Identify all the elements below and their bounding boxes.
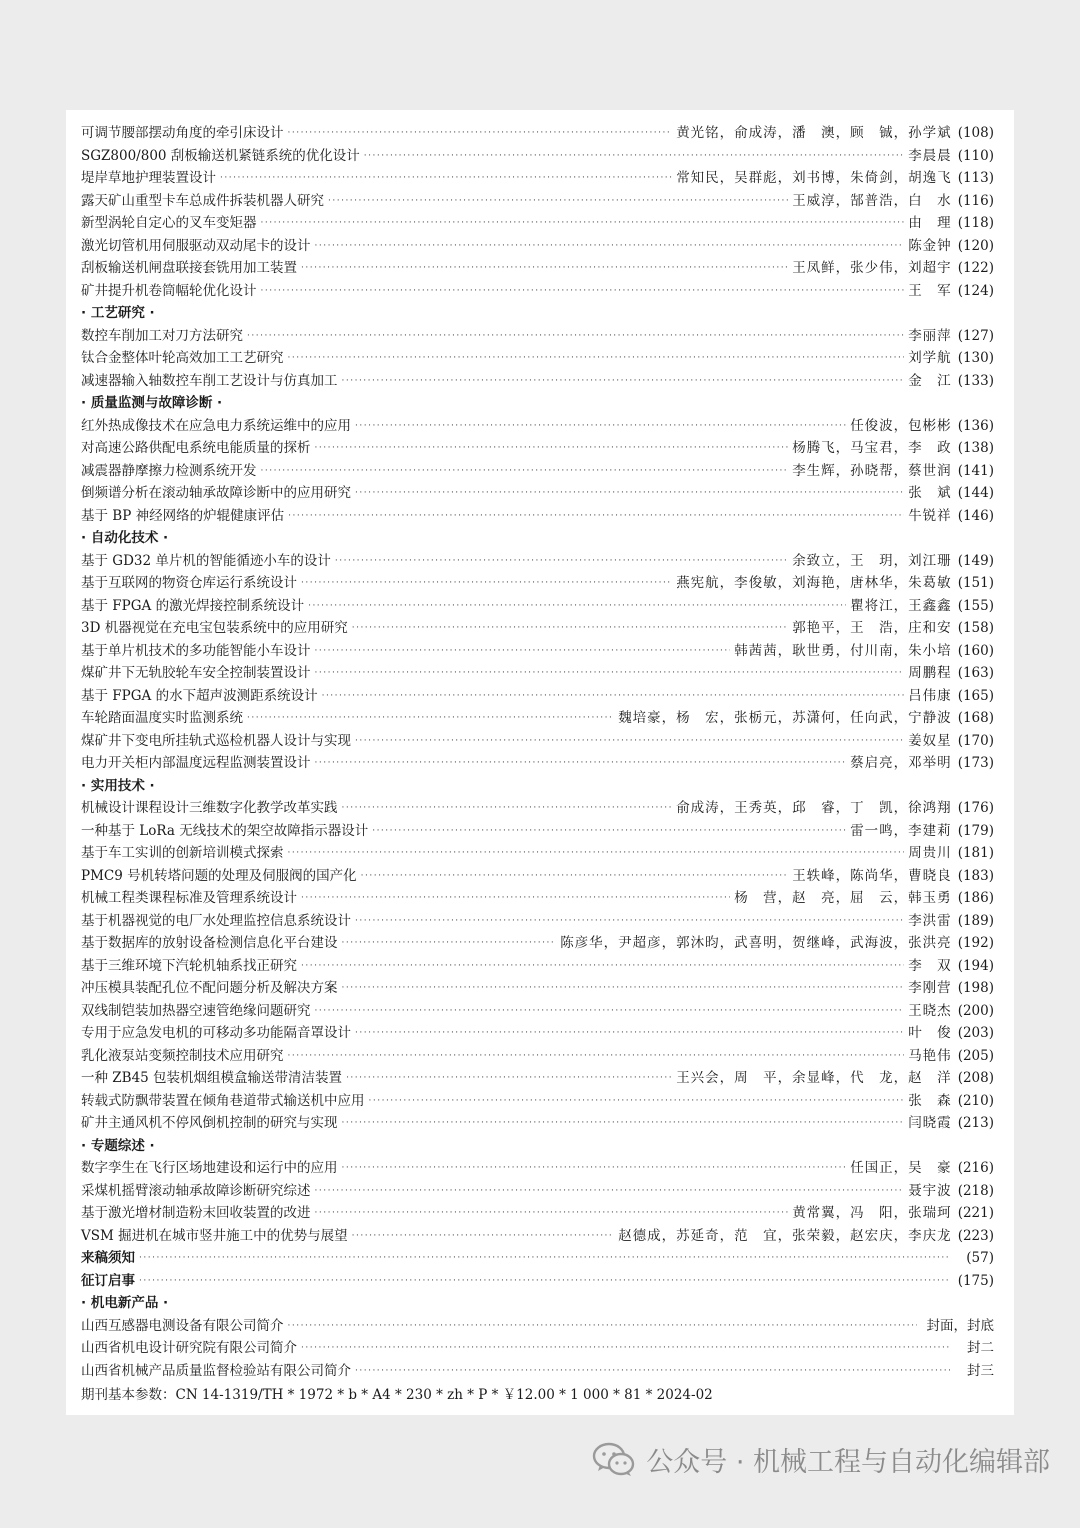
toc-entry[interactable]: [81, 1270, 994, 1293]
entry-title: 堤岸草地护理装置设计: [81, 170, 216, 186]
dot-leader: [355, 1360, 950, 1383]
toc-entry[interactable]: [81, 955, 994, 978]
entry-authors: 王 军: [908, 282, 952, 299]
entry-title: 电力开关柜内部温度远程监测装置设计: [81, 755, 311, 771]
entry-authors: 陈金钟: [908, 237, 952, 254]
entry-authors: 王轶峰，陈尚华，曹晓良: [792, 867, 952, 884]
section-heading: · 机电新产品 ·: [81, 1295, 169, 1311]
toc-entry[interactable]: [81, 437, 994, 460]
entry-title: 减速器输入轴数控车削工艺设计与仿真加工: [81, 372, 338, 389]
entry-page: (149): [957, 552, 994, 569]
entry-page: (198): [957, 980, 994, 996]
dot-leader: [315, 235, 905, 258]
dot-leader: [342, 370, 905, 393]
toc-entry[interactable]: [81, 1315, 994, 1338]
entry-authors: 瞿将江，王鑫鑫: [850, 597, 952, 614]
entry-title: 基于三维环境下汽轮机轴系找正研究: [81, 957, 297, 974]
entry-page: (200): [957, 1002, 994, 1019]
entry-authors: 李刚营: [908, 980, 952, 996]
entry-page: (136): [957, 417, 994, 434]
entry-authors: 王兴会，周 平，余显峰，代 龙，赵 洋: [676, 1070, 952, 1086]
toc-entry[interactable]: [81, 1180, 994, 1203]
dot-leader: [288, 842, 905, 865]
dot-leader: [342, 932, 557, 955]
entry-authors: 黄光铭，俞成涛，潘 澳，顾 铖，孙学斌: [676, 125, 952, 141]
toc-entry[interactable]: [81, 1000, 994, 1023]
entry-title: 基于车工实训的创新培训模式探索: [81, 845, 284, 861]
wechat-icon: [592, 1442, 636, 1478]
entry-authors: 王晓杰: [908, 1002, 952, 1019]
entry-title: 基于 FPGA 的激光焊接控制系统设计: [81, 597, 305, 614]
entry-page: (179): [957, 822, 994, 839]
entry-authors: 李 双: [908, 957, 952, 974]
entry-title: 基于机器视觉的电厂水处理监控信息系统设计: [81, 912, 351, 929]
table-of-contents: [81, 122, 994, 1407]
dot-leader: [139, 1247, 950, 1270]
entry-title: 山西互感器电测设备有限公司简介: [81, 1317, 284, 1334]
entry-title: 一种 ZB45 包装机烟组模盒输送带清洁装置: [81, 1070, 343, 1086]
entry-title: 倒频谱分析在滚动轴承故障诊断中的应用研究: [81, 485, 351, 501]
entry-authors: 张 森: [908, 1092, 952, 1109]
entry-page: (221): [957, 1205, 994, 1221]
entry-authors: 王凤鲜，张少伟，刘超宇: [792, 260, 952, 276]
entry-page: (203): [957, 1025, 994, 1041]
entry-page: (146): [957, 507, 994, 524]
dot-leader: [261, 460, 789, 483]
entry-authors: 牛锐祥: [908, 507, 952, 524]
dot-leader: [301, 572, 672, 595]
toc-entry[interactable]: [81, 572, 994, 595]
entry-page: (170): [957, 732, 994, 749]
toc-entry[interactable]: [81, 707, 994, 730]
dot-leader: [372, 820, 846, 843]
toc-entry[interactable]: [81, 1202, 994, 1225]
entry-page: (144): [957, 485, 994, 501]
toc-entry[interactable]: [81, 190, 994, 213]
dot-leader: [355, 910, 904, 933]
toc-entry[interactable]: [81, 932, 994, 955]
entry-title: 采煤机摇臂滚动轴承故障诊断研究综述: [81, 1182, 311, 1199]
entry-authors: 闫晓霞: [908, 1115, 952, 1131]
dot-leader: [288, 505, 904, 528]
entry-page: (158): [957, 620, 994, 636]
entry-title: 3D 机器视觉在充电宝包装系统中的应用研究: [81, 620, 348, 636]
dot-leader: [139, 1270, 948, 1293]
entry-title: 山西省机电设计研究院有限公司简介: [81, 1340, 297, 1356]
dot-leader: [342, 1157, 847, 1180]
toc-entry[interactable]: [81, 460, 994, 483]
toc-entry[interactable]: [81, 257, 994, 280]
entry-title: PMC9 号机转塔问题的处理及伺服阀的国产化: [81, 867, 357, 884]
toc-entry[interactable]: [81, 1225, 994, 1248]
entry-page: (175): [957, 1272, 994, 1289]
toc-entry[interactable]: [81, 685, 994, 708]
entry-title: 钛合金整体叶轮高效加工工艺研究: [81, 350, 284, 366]
entry-page: (223): [957, 1227, 994, 1244]
toc-entry[interactable]: [81, 977, 994, 1000]
toc-entry[interactable]: [81, 617, 994, 640]
entry-page: (194): [957, 957, 994, 974]
toc-entry[interactable]: [81, 482, 994, 505]
entry-title: 基于 GD32 单片机的智能循迹小车的设计: [81, 552, 331, 569]
toc-entry[interactable]: [81, 1045, 994, 1068]
entry-page: (181): [957, 845, 994, 861]
entry-title: 基于 FPGA 的水下超声波测距系统设计: [81, 687, 318, 704]
entry-authors: 魏培豪，杨 宏，张栃元，苏潇何，任向武，宁静波: [618, 710, 952, 726]
dot-leader: [301, 887, 730, 910]
section-heading: · 自动化技术 ·: [81, 530, 169, 546]
toc-entry[interactable]: [81, 1360, 994, 1383]
toc-entry[interactable]: [81, 212, 994, 235]
entry-title: 露天矿山重型卡车总成件拆装机器人研究: [81, 192, 324, 209]
entry-title: 山西省机械产品质量监督检验站有限公司简介: [81, 1362, 351, 1379]
toc-entry[interactable]: [81, 1067, 994, 1090]
entry-authors: 郭艳平，王 浩，庄和安: [792, 620, 952, 636]
entry-title: 煤矿井下变电所挂轨式巡检机器人设计与实现: [81, 732, 351, 749]
dot-leader: [355, 730, 904, 753]
toc-entry[interactable]: [81, 730, 994, 753]
toc-entry[interactable]: [81, 797, 994, 820]
entry-title: 一种基于 LoRa 无线技术的架空故障指示器设计: [81, 822, 369, 839]
entry-authors: 任国正，吴 豪: [850, 1160, 952, 1176]
entry-title: 刮板输送机闸盘联接套铣用加工装置: [81, 260, 297, 276]
entry-authors: 张 斌: [908, 485, 952, 501]
dot-leader: [355, 482, 904, 505]
dot-leader: [335, 550, 788, 573]
dot-leader: [342, 1112, 905, 1135]
entry-title: 煤矿井下无轨胶轮车安全控制装置设计: [81, 665, 311, 681]
entry-title: 可调节腰部摆动角度的牵引床设计: [81, 125, 284, 141]
entry-authors: 聂宇波: [908, 1182, 952, 1199]
entry-page: (124): [957, 282, 994, 299]
dot-leader: [315, 752, 847, 775]
toc-entry[interactable]: [81, 640, 994, 663]
dot-leader: [369, 1090, 905, 1113]
entry-title: 基于数据库的放射设备检测信息化平台建设: [81, 935, 338, 951]
dot-leader: [247, 707, 614, 730]
dot-leader: [301, 257, 788, 280]
dot-leader: [288, 347, 905, 370]
entry-page: (130): [957, 350, 994, 366]
entry-page: (218): [957, 1182, 994, 1199]
entry-page: (168): [957, 710, 994, 726]
toc-entry[interactable]: [81, 1090, 994, 1113]
dot-leader: [352, 617, 788, 640]
entry-title: 基于激光增材制造粉末回收装置的改进: [81, 1205, 311, 1221]
dot-leader: [315, 640, 731, 663]
toc-entry[interactable]: [81, 595, 994, 618]
dot-leader: [315, 1180, 905, 1203]
entry-page: (163): [957, 665, 994, 681]
dot-leader: [315, 437, 789, 460]
dot-leader: [220, 167, 672, 190]
entry-title: 新型涡轮自定心的叉车变矩器: [81, 215, 257, 231]
toc-entry[interactable]: [81, 145, 994, 168]
entry-title: 红外热成像技术在应急电力系统运维中的应用: [81, 417, 351, 434]
toc-entry[interactable]: [81, 887, 994, 910]
toc-entry[interactable]: [81, 235, 994, 258]
entry-title: 双线制铠装加热器空速管绝缘问题研究: [81, 1002, 311, 1019]
entry-authors: 李晨晨: [908, 147, 952, 164]
entry-page: (189): [957, 912, 994, 929]
dot-leader: [342, 977, 905, 1000]
entry-authors: 周贵川: [908, 845, 952, 861]
toc-entry[interactable]: [81, 505, 994, 528]
entry-authors: 姜奴星: [908, 732, 952, 749]
dot-leader: [315, 662, 905, 685]
entry-page: (113): [957, 170, 994, 186]
entry-authors: 燕宪航，李俊敏，刘海艳，唐林华，朱葛敏: [676, 575, 952, 591]
entry-authors: 黄常翼，冯 阳，张瑞珂: [792, 1205, 952, 1221]
toc-entry[interactable]: [81, 1337, 994, 1360]
toc-entry[interactable]: [81, 752, 994, 775]
entry-authors: 余致立，王 玥，刘江珊: [792, 552, 952, 569]
entry-page: (110): [957, 147, 994, 164]
dot-leader: [355, 1022, 904, 1045]
entry-page: (122): [957, 260, 994, 276]
toc-entry[interactable]: [81, 910, 994, 933]
dot-leader: [288, 1045, 905, 1068]
entry-title: SGZ800/800 刮板输送机紧链系统的优化设计: [81, 147, 360, 164]
entry-authors: 杨 营，赵 亮，屈 云，韩玉勇: [734, 890, 952, 906]
entry-page: (138): [957, 440, 994, 456]
dot-leader: [355, 415, 846, 438]
entry-title: 基于单片机技术的多功能智能小车设计: [81, 642, 311, 659]
entry-authors: 周鹏程: [908, 665, 952, 681]
entry-title: VSM 掘进机在城市竖井施工中的优势与展望: [81, 1227, 348, 1244]
entry-title: 车轮踏面温度实时监测系统: [81, 710, 243, 726]
entry-page: (57): [966, 1250, 994, 1266]
toc-entry[interactable]: [81, 842, 994, 865]
dot-leader: [328, 190, 788, 213]
entry-authors: 李丽萍: [908, 327, 952, 344]
dot-leader: [301, 955, 904, 978]
entry-title: 转载式防飘带装置在倾角巷道带式输送机中应用: [81, 1092, 365, 1109]
entry-authors: 任俊波，包彬彬: [850, 417, 952, 434]
entry-authors: 俞成涛，王秀英，邱 睿，丁 凯，徐鸿翔: [676, 800, 952, 816]
watermark-text: 公众号 · 机械工程与自动化编辑部: [646, 1447, 1050, 1478]
entry-authors: 陈彦华，尹超彦，郭沐昀，武喜明，贺继峰，武海波，张洪亮: [560, 935, 952, 951]
section-heading: · 质量监测与故障诊断 ·: [81, 395, 223, 411]
section-heading: · 工艺研究 ·: [81, 305, 155, 321]
dot-leader: [308, 595, 846, 618]
dot-leader: [247, 325, 904, 348]
entry-title: 冲压模具装配孔位不配问题分析及解决方案: [81, 980, 338, 996]
watermark: [592, 1440, 1050, 1479]
entry-page: (127): [957, 327, 994, 344]
entry-title: 征订启事: [81, 1272, 135, 1289]
dot-leader: [301, 1337, 950, 1360]
entry-authors: 金 江: [908, 372, 952, 389]
entry-title: 基于互联网的物资仓库运行系统设计: [81, 575, 297, 591]
entry-title: 对高速公路供配电系统电能质量的探析: [81, 440, 311, 456]
entry-title: 机械工程类课程标准及管理系统设计: [81, 890, 297, 906]
dot-leader: [361, 865, 789, 888]
toc-entry[interactable]: [81, 280, 994, 303]
entry-authors: 赵德成，苏延奇，范 宜，张荣毅，赵宏庆，李庆龙: [618, 1227, 952, 1244]
entry-authors: 韩茜茜，耿世勇，付川南，朱小培: [734, 642, 952, 659]
dot-leader: [352, 1225, 615, 1248]
entry-page: (205): [957, 1047, 994, 1064]
dot-leader: [315, 1202, 789, 1225]
entry-authors: 杨腾飞，马宝君，李 政: [792, 440, 952, 456]
section-heading: · 实用技术 ·: [81, 777, 155, 794]
entry-page: (176): [957, 800, 994, 816]
entry-authors: 雷一鸣，李建莉: [850, 822, 952, 839]
entry-authors: 李生辉，孙晓帮，蔡世润: [792, 462, 952, 479]
entry-authors: 蔡启亮，邓举明: [850, 755, 952, 771]
entry-page: (216): [957, 1160, 994, 1176]
toc-entry[interactable]: [81, 1112, 994, 1135]
entry-authors: 由 理: [908, 215, 952, 231]
entry-authors: 吕伟康: [908, 687, 952, 704]
entry-page: (183): [957, 867, 994, 884]
entry-title: 矿井提升机卷筒幅轮优化设计: [81, 282, 257, 299]
toc-entry[interactable]: [81, 550, 994, 573]
entry-title: 基于 BP 神经网络的炉辊健康评估: [81, 507, 285, 524]
toc-entry[interactable]: [81, 662, 994, 685]
entry-page: 封三: [967, 1362, 994, 1379]
entry-page: (165): [957, 687, 994, 704]
entry-page: (192): [957, 935, 994, 951]
toc-entry[interactable]: [81, 1247, 994, 1270]
entry-page: (118): [957, 215, 994, 231]
entry-title: 激光切管机用伺服驱动双动尾卡的设计: [81, 237, 311, 254]
dot-leader: [315, 1000, 905, 1023]
journal-parameters: 期刊基本参数：CN 14-1319/TH * 1972 * b * A4 * 230 * zh * P * ￥12.00 * 1 000 * 81 * 2024-02: [81, 1387, 713, 1403]
entry-page: (133): [957, 372, 994, 389]
entry-page: 封二: [967, 1340, 994, 1356]
dot-leader: [342, 797, 673, 820]
toc-entry[interactable]: [81, 325, 994, 348]
entry-page: (210): [957, 1092, 994, 1109]
toc-entry[interactable]: [81, 122, 994, 145]
entry-page: (151): [957, 575, 994, 591]
dot-leader: [288, 122, 673, 145]
entry-page: (173): [957, 755, 994, 771]
entry-authors: 马艳伟: [908, 1047, 952, 1064]
toc-entry[interactable]: [81, 167, 994, 190]
toc-entry[interactable]: [81, 1157, 994, 1180]
toc-entry[interactable]: [81, 820, 994, 843]
toc-entry[interactable]: [81, 370, 994, 393]
dot-leader: [261, 280, 905, 303]
section-heading: · 专题综述 ·: [81, 1137, 155, 1154]
entry-title: 机械设计课程设计三维数字化教学改革实践: [81, 800, 338, 816]
entry-authors: 叶 俊: [908, 1025, 952, 1041]
entry-page: (108): [957, 125, 994, 141]
entry-title: 矿井主通风机不停风倒机控制的研究与实现: [81, 1115, 338, 1131]
entry-page: (208): [957, 1070, 994, 1086]
entry-authors: 刘学航: [908, 350, 952, 366]
entry-page: (141): [957, 462, 994, 479]
entry-authors: 王威淳，郜普浩，白 水: [792, 192, 952, 209]
dot-leader: [364, 145, 904, 168]
entry-page: (160): [957, 642, 994, 659]
entry-title: 专用于应急发电机的可移动多功能隔音罩设计: [81, 1025, 351, 1041]
entry-page: (186): [957, 890, 994, 906]
entry-title: 数字孪生在飞行区场地建设和运行中的应用: [81, 1160, 338, 1176]
entry-title: 来稿须知: [81, 1250, 135, 1266]
entry-page: 封面，封底: [926, 1317, 994, 1334]
entry-page: (116): [957, 192, 994, 209]
dot-leader: [322, 685, 905, 708]
toc-entry[interactable]: [81, 415, 994, 438]
toc-entry[interactable]: [81, 865, 994, 888]
entry-title: 数控车削加工对刀方法研究: [81, 327, 243, 344]
entry-page: (155): [957, 597, 994, 614]
entry-title: 乳化液泵站变频控制技术应用研究: [81, 1047, 284, 1064]
entry-title: 减震器静摩擦力检测系统开发: [81, 462, 257, 479]
entry-authors: 常知民，吴群彪，刘书博，朱倚剑，胡逸飞: [676, 170, 952, 186]
entry-page: (213): [957, 1115, 994, 1131]
dot-leader: [288, 1315, 917, 1338]
dot-leader: [261, 212, 905, 235]
entry-page: (120): [957, 237, 994, 254]
toc-entry[interactable]: [81, 1022, 994, 1045]
toc-entry[interactable]: [81, 347, 994, 370]
entry-authors: 李洪雷: [908, 912, 952, 929]
dot-leader: [346, 1067, 672, 1090]
